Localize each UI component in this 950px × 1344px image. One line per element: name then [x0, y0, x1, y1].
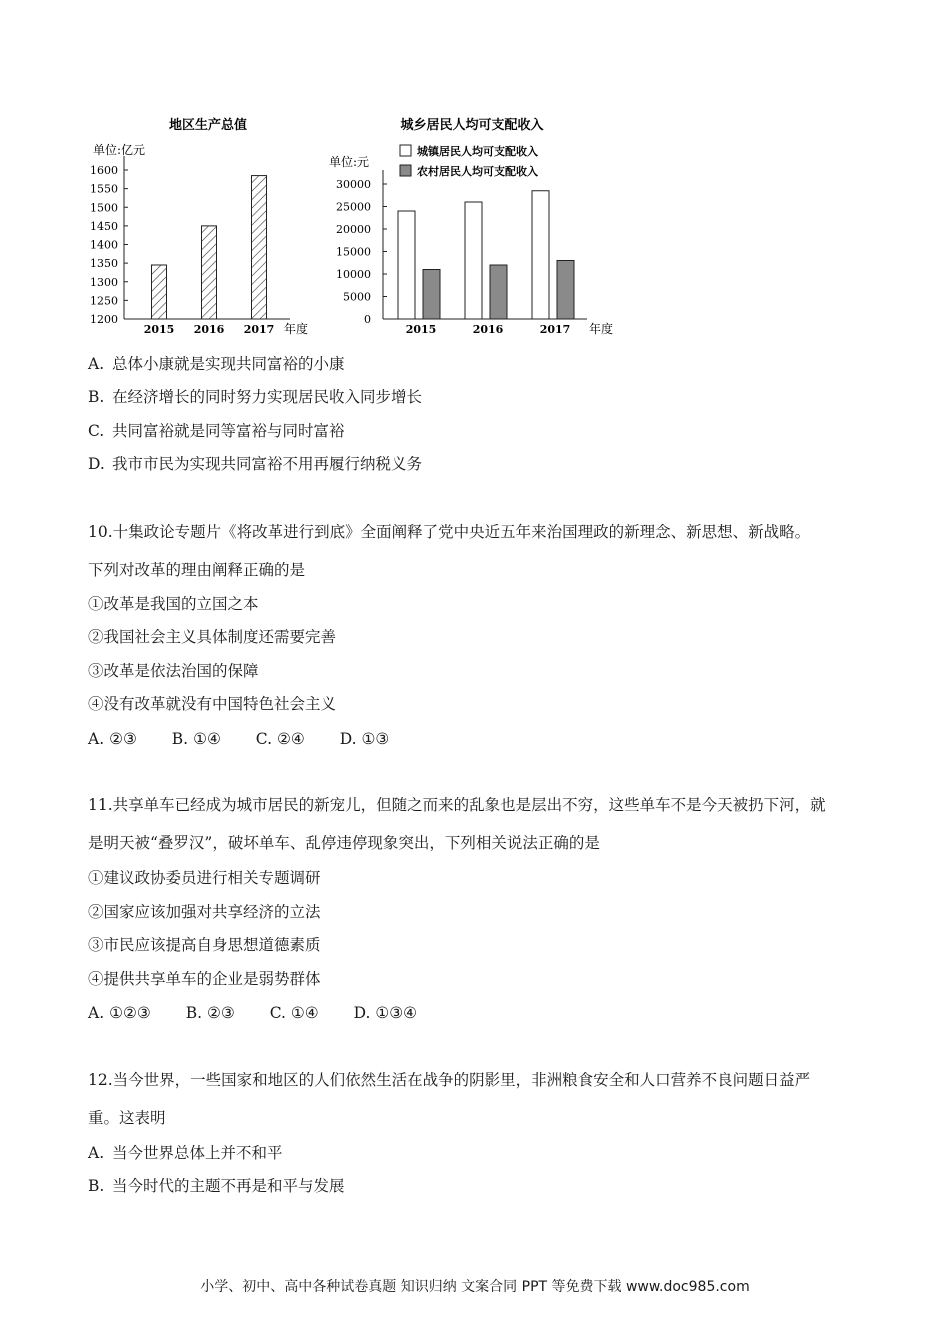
q11-stem-line2: 是明天被“叠罗汉”，破坏单车、乱停违停现象突出，下列相关说法正确的是 — [88, 834, 600, 852]
income-legend-swatch — [400, 165, 411, 176]
q11-item-3: ③市民应该提高自身思想道德素质 — [88, 936, 321, 954]
gdp-chart-yticks — [90, 164, 128, 326]
q11-option-b: B. ②③ — [185, 1004, 235, 1022]
q11-option-d: D. ①③④ — [353, 1004, 418, 1022]
income-ytick-label: 30000 — [336, 178, 371, 191]
gdp-chart-title: 地区生产总值 — [168, 118, 248, 133]
income-legend-swatch — [400, 145, 411, 156]
q9-option-a: A. 总体小康就是实现共同富裕的小康 — [88, 355, 345, 373]
q10-item-1: ①改革是我国的立国之本 — [88, 595, 259, 613]
gdp-ytick-label: 1450 — [90, 219, 118, 233]
q11-options — [88, 1003, 417, 1023]
q10-options — [88, 729, 389, 749]
income-bar-urban — [465, 202, 482, 319]
gdp-xtick-label: 2015 — [143, 323, 175, 336]
income-chart-xlabel: 年度 — [589, 322, 614, 336]
income-bar-rural — [490, 265, 507, 319]
income-ytick-label: 15000 — [336, 245, 371, 259]
q11-item-2: ②国家应该加强对共享经济的立法 — [88, 903, 321, 921]
income-chart-yticks — [336, 178, 387, 326]
income-chart-legend — [400, 144, 538, 178]
q12-stem-line2: 重。这表明 — [88, 1109, 166, 1127]
q10-stem-line2: 下列对改革的理由阐释正确的是 — [88, 561, 306, 579]
q10-option-c: C. ②④ — [255, 730, 305, 748]
page-footer: 小学、初中、高中各种试卷真题 知识归纳 文案合同 PPT 等免费下载 www.doc985.com — [200, 1279, 750, 1295]
income-ytick-label: 20000 — [336, 223, 371, 236]
q10-item-2: ②我国社会主义具体制度还需要完善 — [88, 628, 337, 646]
gdp-ytick-label: 1400 — [90, 238, 118, 252]
q12-option-b: B. 当今时代的主题不再是和平与发展 — [88, 1177, 345, 1195]
q9-option-b: B. 在经济增长的同时努力实现居民收入同步增长 — [88, 388, 423, 406]
q9-option-d: D. 我市市民为实现共同富裕不用再履行纳税义务 — [88, 455, 423, 473]
q11-stem-line1: 11.共享单车已经成为城市居民的新宠儿，但随之而来的乱象也是层出不穷，这些单车不是今天被扔下河，就 — [88, 796, 826, 814]
income-ytick-label: 5000 — [343, 290, 371, 304]
q10-option-a: A. ②③ — [88, 730, 137, 748]
income-chart-title: 城乡居民人均可支配收入 — [400, 118, 544, 133]
gdp-ytick-label: 1500 — [90, 201, 118, 215]
gdp-ytick-label: 1300 — [90, 275, 118, 289]
income-xtick-label: 2016 — [472, 323, 504, 336]
gdp-chart-xticks — [144, 323, 275, 336]
gdp-ytick-label: 1550 — [90, 182, 118, 196]
income-xtick-label: 2015 — [405, 323, 437, 336]
income-chart-bars — [398, 191, 574, 319]
q11-option-a: A. ①②③ — [88, 1004, 151, 1022]
income-legend-label: 农村居民人均可支配收入 — [417, 165, 538, 178]
q12-option-a: A. 当今世界总体上并不和平 — [88, 1144, 283, 1162]
gdp-xtick-label: 2016 — [193, 323, 225, 336]
income-bar-urban — [532, 191, 549, 319]
gdp-bar — [152, 265, 167, 319]
income-bar-rural — [423, 270, 440, 320]
income-xtick-label: 2017 — [539, 323, 571, 336]
income-chart-xticks — [406, 323, 571, 336]
income-chart-ylabel: 单位:元 — [329, 155, 370, 169]
income-ytick-label: 0 — [364, 313, 371, 326]
gdp-ytick-label: 1600 — [90, 164, 118, 177]
q11-item-4: ④提供共享单车的企业是弱势群体 — [88, 970, 321, 988]
income-legend-label: 城镇居民人均可支配收入 — [417, 145, 538, 158]
income-ytick-label: 25000 — [336, 200, 371, 214]
q9-option-c: C. 共同富裕就是同等富裕与同时富裕 — [88, 422, 345, 440]
gdp-bar — [202, 226, 217, 319]
income-bar-urban — [398, 211, 415, 319]
gdp-chart-ylabel: 单位:亿元 — [93, 143, 146, 157]
q12-stem-line1: 12.当今世界，一些国家和地区的人们依然生活在战争的阴影里，非洲粮食安全和人口营养不良问题日益严 — [88, 1071, 811, 1089]
q10-stem-line1: 10.十集政论专题片《将改革进行到底》全面阐释了党中央近五年来治国理政的新理念、新思想、新战略。 — [88, 523, 811, 541]
q10-option-b: B. ①④ — [171, 730, 221, 748]
gdp-ytick-label: 1350 — [90, 257, 118, 271]
q11-item-1: ①建议政协委员进行相关专题调研 — [88, 869, 321, 887]
q10-item-3: ③改革是依法治国的保障 — [88, 662, 259, 680]
gdp-chart-bars — [152, 176, 267, 319]
gdp-xtick-label: 2017 — [243, 323, 275, 336]
gdp-chart-xlabel: 年度 — [284, 322, 309, 336]
income-bar-rural — [557, 261, 574, 320]
gdp-ytick-label: 1250 — [90, 294, 118, 308]
q10-item-4: ④没有改革就没有中国特色社会主义 — [88, 695, 337, 713]
gdp-bar — [252, 176, 267, 319]
income-chart — [325, 108, 625, 340]
gdp-chart — [80, 108, 320, 340]
income-ytick-label: 10000 — [336, 268, 371, 281]
gdp-ytick-label: 1200 — [90, 313, 118, 326]
q11-option-c: C. ①④ — [269, 1004, 319, 1022]
q10-option-d: D. ①③ — [339, 730, 390, 748]
